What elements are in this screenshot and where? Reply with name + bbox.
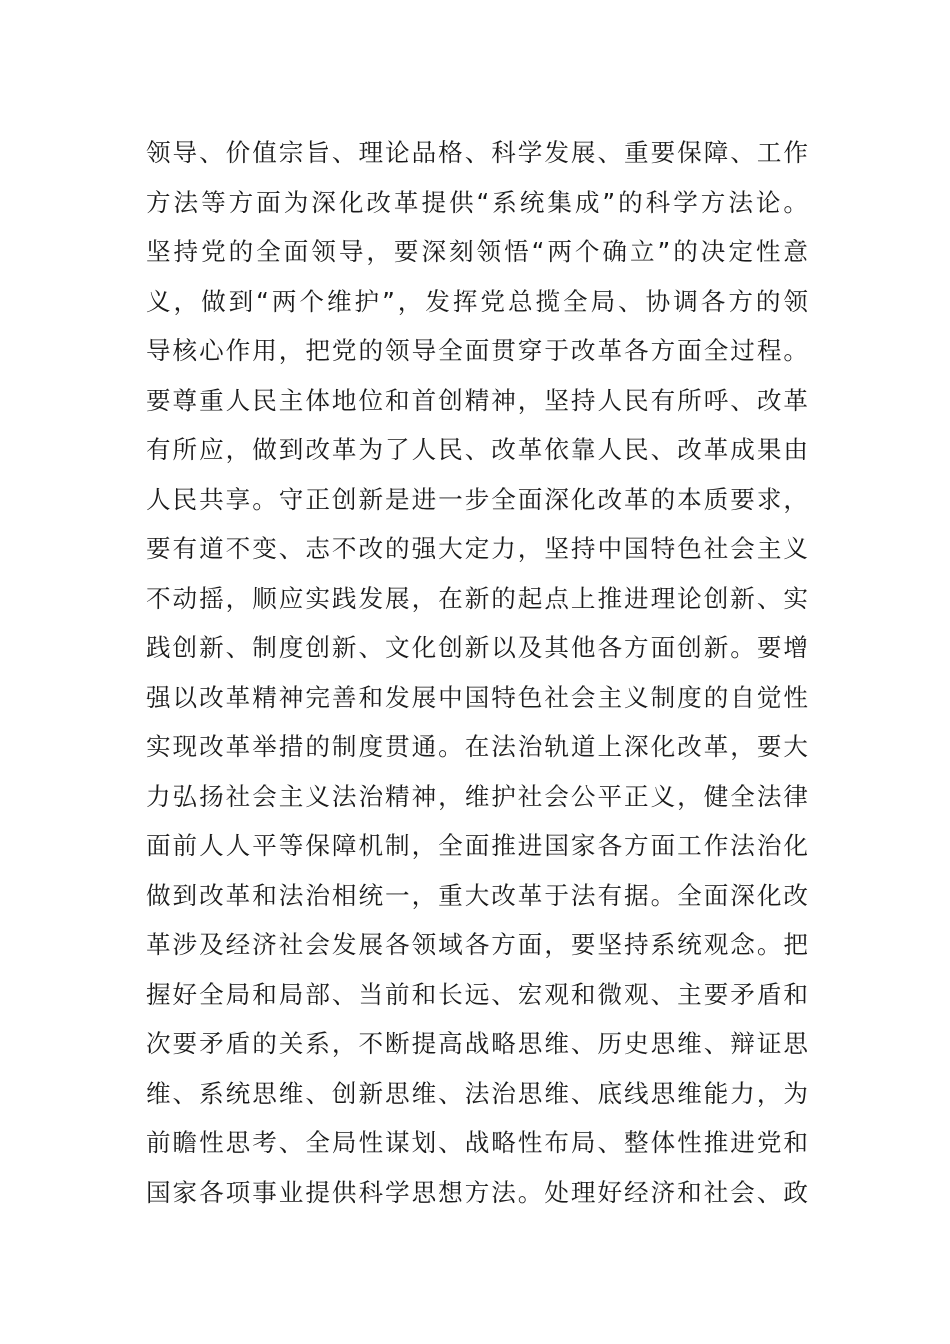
text-line: 前瞻性思考、全局性谋划、战略性布局、整体性推进党和 — [146, 1128, 808, 1157]
body-text — [146, 128, 808, 1217]
text-line: 革涉及经济社会发展各领域各方面，要坚持系统观念。把 — [146, 930, 808, 959]
text-line: 领导、价值宗旨、理论品格、科学发展、重要保障、工作 — [146, 138, 808, 167]
text-line: 实现改革举措的制度贯通。在法治轨道上深化改革，要大 — [146, 732, 808, 761]
text-line: 国家各项事业提供科学思想方法。处理好经济和社会、政 — [146, 1177, 808, 1207]
text-line: 导核心作用，把党的领导全面贯穿于改革各方面全过程。 — [146, 336, 808, 365]
text-line: 做到改革和法治相统一，重大改革于法有据。全面深化改 — [146, 880, 808, 910]
text-line: 力弘扬社会主义法治精神，维护社会公平正义，健全法律 — [146, 781, 808, 811]
text-line: 强以改革精神完善和发展中国特色社会主义制度的自觉性 — [146, 682, 808, 712]
text-line: 人民共享。守正创新是进一步全面深化改革的本质要求， — [146, 484, 808, 514]
text-line: 握好全局和局部、当前和长远、宏观和微观、主要矛盾和 — [146, 979, 808, 1009]
text-line: 面前人人平等保障机制，全面推进国家各方面工作法治化 — [146, 831, 808, 860]
text-line: 维、系统思维、创新思维、法治思维、底线思维能力，为 — [146, 1078, 808, 1108]
text-line: 要尊重人民主体地位和首创精神，坚持人民有所呼、改革 — [146, 385, 808, 415]
text-line: 践创新、制度创新、文化创新以及其他各方面创新。要增 — [146, 633, 808, 662]
text-line: 不动摇，顺应实践发展，在新的起点上推进理论创新、实 — [146, 583, 808, 613]
text-line: 方法等方面为深化改革提供“系统集成”的科学方法论。 — [146, 187, 808, 217]
text-line: 有所应，做到改革为了人民、改革依靠人民、改革成果由 — [146, 435, 808, 464]
text-line: 要有道不变、志不改的强大定力，坚持中国特色社会主义 — [146, 534, 808, 563]
text-line: 次要矛盾的关系，不断提高战略思维、历史思维、辩证思 — [146, 1029, 808, 1058]
text-line: 义，做到“两个维护”，发挥党总揽全局、协调各方的领 — [146, 286, 808, 316]
text-line: 坚持党的全面领导，要深刻领悟“两个确立”的决定性意 — [146, 237, 808, 266]
